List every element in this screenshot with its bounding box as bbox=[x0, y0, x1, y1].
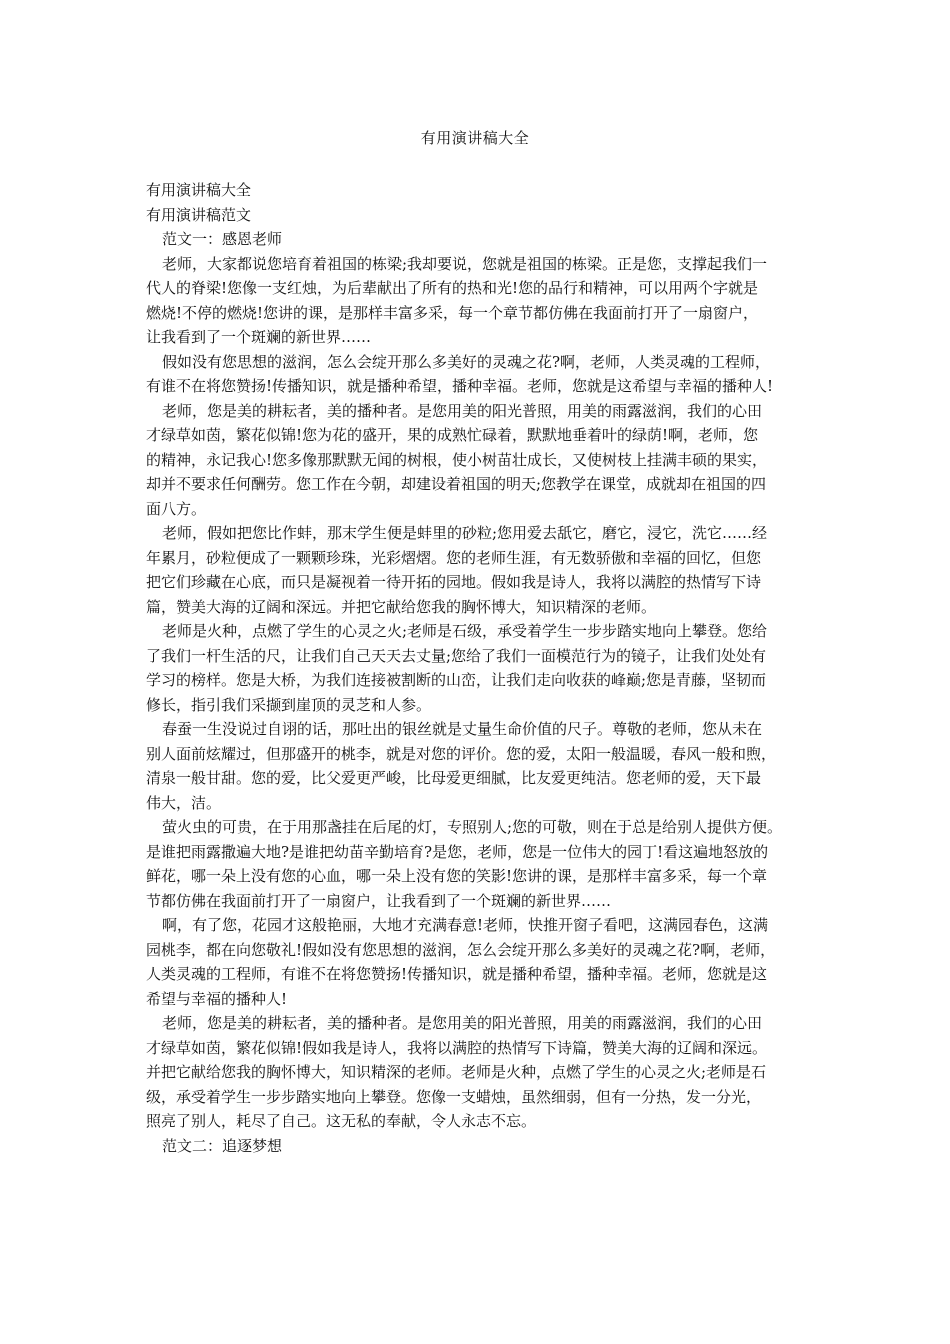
paragraph-line: 照亮了别人，耗尽了自己。这无私的奉献，令人永志不忘。 bbox=[146, 1112, 537, 1130]
paragraph-line: 假如没有您思想的滋润，怎么会绽开那么多美好的灵魂之花?啊，老师，人类灵魂的工程师， bbox=[162, 352, 771, 371]
paragraph-line: 才绿草如茵，繁花似锦!您为花的盛开，果的成熟忙碌着，默默地垂着叶的绿荫!啊，老师，您 bbox=[146, 426, 759, 444]
paragraph-line: 老师，您是美的耕耘者，美的播种者。是您用美的阳光普照，用美的雨露滋润，我们的心田 bbox=[162, 401, 763, 420]
paragraph bbox=[146, 521, 818, 619]
paragraph-line: 才绿草如茵，繁花似锦!假如我是诗人，我将以满腔的热情写下诗篇，赞美大海的辽阔和深远。 bbox=[146, 1038, 768, 1057]
paragraph bbox=[146, 399, 818, 522]
paragraph-line: 春蚕一生没说过自诩的话，那吐出的银丝就是丈量生命价值的尺子。尊敬的老师，您从未在 bbox=[162, 720, 763, 738]
paragraph bbox=[146, 815, 818, 913]
paragraph-line: 人类灵魂的工程师，有谁不在将您赞扬!传播知识，就是播种希望，播种幸福。老师，您就是这 bbox=[146, 965, 768, 983]
paragraph-line: 鲜花，哪一朵上没有您的心血，哪一朵上没有您的笑影!您讲的课，是那样丰富多采，每一个章 bbox=[146, 867, 768, 885]
paragraph-line: 了我们一杆生活的尺，让我们自己天天去丈量;您给了我们一面模范行为的镜子，让我们处处有 bbox=[146, 646, 767, 665]
paragraph-line: 萤火虫的可贵，在于用那盏挂在后尾的灯，专照别人;您的可敬，则在于总是给别人提供方便。 bbox=[162, 818, 783, 836]
paragraph-line: 清泉一般甘甜。您的爱，比父爱更严峻，比母爱更细腻，比友爱更纯洁。您老师的爱，天下最 bbox=[146, 769, 762, 787]
paragraph-line: 老师，大家都说您培育着祖国的栋梁;我却要说，您就是祖国的栋梁。正是您，支撑起我们一 bbox=[162, 254, 768, 273]
paragraph-line: 却并不要求任何酬劳。您工作在今朝，却建设着祖国的明天;您教学在课堂，成就却在祖国的四 bbox=[146, 475, 767, 493]
document-body bbox=[146, 178, 818, 1158]
paragraph-line: 并把它献给您我的胸怀博大，知识精深的老师。老师是火种，点燃了学生的心灵之火;老师是石 bbox=[146, 1063, 767, 1081]
paragraph-line: 把它们珍藏在心底，而只是凝视着一待开拓的园地。假如我是诗人，我将以满腔的热情写下诗 bbox=[146, 573, 762, 591]
paragraph bbox=[146, 717, 818, 815]
essay-2-title: 范文二：追逐梦想 bbox=[162, 1136, 283, 1155]
paragraph-line: 代人的脊梁!您像一支红烛，为后辈献出了所有的热和光!您的品行和精神，可以用两个字就是 bbox=[146, 279, 759, 297]
paragraph bbox=[146, 619, 818, 717]
paragraph-line: 伟大，洁。 bbox=[146, 793, 222, 812]
paragraph-line: 修长，指引我们采撷到崖顶的灵芝和人参。 bbox=[146, 695, 432, 714]
heading-sub: 有用演讲稿范文 bbox=[146, 205, 252, 224]
paragraph-line: 园桃李，都在向您敬礼!假如没有您思想的滋润，怎么会绽开那么多美好的灵魂之花?啊，老师， bbox=[146, 940, 776, 959]
paragraph bbox=[146, 350, 818, 399]
paragraph-line: 篇，赞美大海的辽阔和深远。并把它献给您我的胸怀博大，知识精深的老师。 bbox=[146, 597, 657, 616]
heading-main: 有用演讲稿大全 bbox=[146, 181, 252, 199]
paragraph-line: 节都仿佛在我面前打开了一扇窗户，让我看到了一个斑斓的新世界…… bbox=[146, 891, 612, 910]
paragraph-line: 燃烧!不停的燃烧!您讲的课，是那样丰富多采，每一个章节都仿佛在我面前打开了一扇窗户， bbox=[146, 303, 759, 322]
essay-1-title: 范文一：感恩老师 bbox=[162, 230, 283, 248]
paragraph-line: 让我看到了一个斑斓的新世界…… bbox=[146, 328, 372, 346]
paragraph bbox=[146, 1011, 818, 1134]
paragraph-line: 面八方。 bbox=[146, 499, 207, 518]
paragraph-line: 希望与幸福的播种人! bbox=[146, 989, 288, 1008]
paragraph-line: 的精神，永记我心!您多像那默默无闻的树根，使小树苗壮成长，又使树枝上挂满丰硕的果实， bbox=[146, 450, 768, 469]
paragraph-line: 有谁不在将您赞扬!传播知识，就是播种希望，播种幸福。老师，您就是这希望与幸福的播种人! bbox=[146, 377, 774, 395]
paragraph-line: 老师，您是美的耕耘者，美的播种者。是您用美的阳光普照，用美的雨露滋润，我们的心田 bbox=[162, 1014, 763, 1032]
paragraph-line: 老师是火种，点燃了学生的心灵之火;老师是石级，承受着学生一步步踏实地向上攀登。您给 bbox=[162, 622, 768, 640]
paragraph-line: 年累月，砂粒便成了一颗颗珍珠，光彩熠熠。您的老师生涯，有无数骄傲和幸福的回忆，但您 bbox=[146, 548, 762, 567]
paragraph bbox=[146, 913, 818, 1011]
paragraph-line: 啊，有了您，花园才这般艳丽，大地才充满春意!老师，快推开窗子看吧，这满园春色，这满 bbox=[162, 916, 769, 934]
paragraph-line: 学习的榜样。您是大桥，为我们连接被割断的山峦，让我们走向收获的峰巅;您是青藤，坚韧而 bbox=[146, 671, 767, 689]
paragraph bbox=[146, 252, 818, 350]
paragraph-line: 老师，假如把您比作蚌，那末学生便是蚌里的砂粒;您用爱去舐它，磨它，浸它，洗它……经 bbox=[162, 524, 768, 542]
paragraph-line: 别人面前炫耀过，但那盛开的桃李，就是对您的评价。您的爱，太阳一般温暖，春风一般和煦， bbox=[146, 744, 777, 763]
essay-1-paragraphs bbox=[146, 252, 818, 1134]
paragraph-line: 是谁把雨露撒遍大地?是谁把幼苗辛勤培育?是您，老师，您是一位伟大的园丁!看这遍地怒放的 bbox=[146, 842, 769, 861]
document-title: 有用演讲稿大全 bbox=[420, 129, 530, 147]
paragraph-line: 级，承受着学生一步步踏实地向上攀登。您像一支蜡烛，虽然细弱，但有一分热，发一分光， bbox=[146, 1087, 762, 1106]
